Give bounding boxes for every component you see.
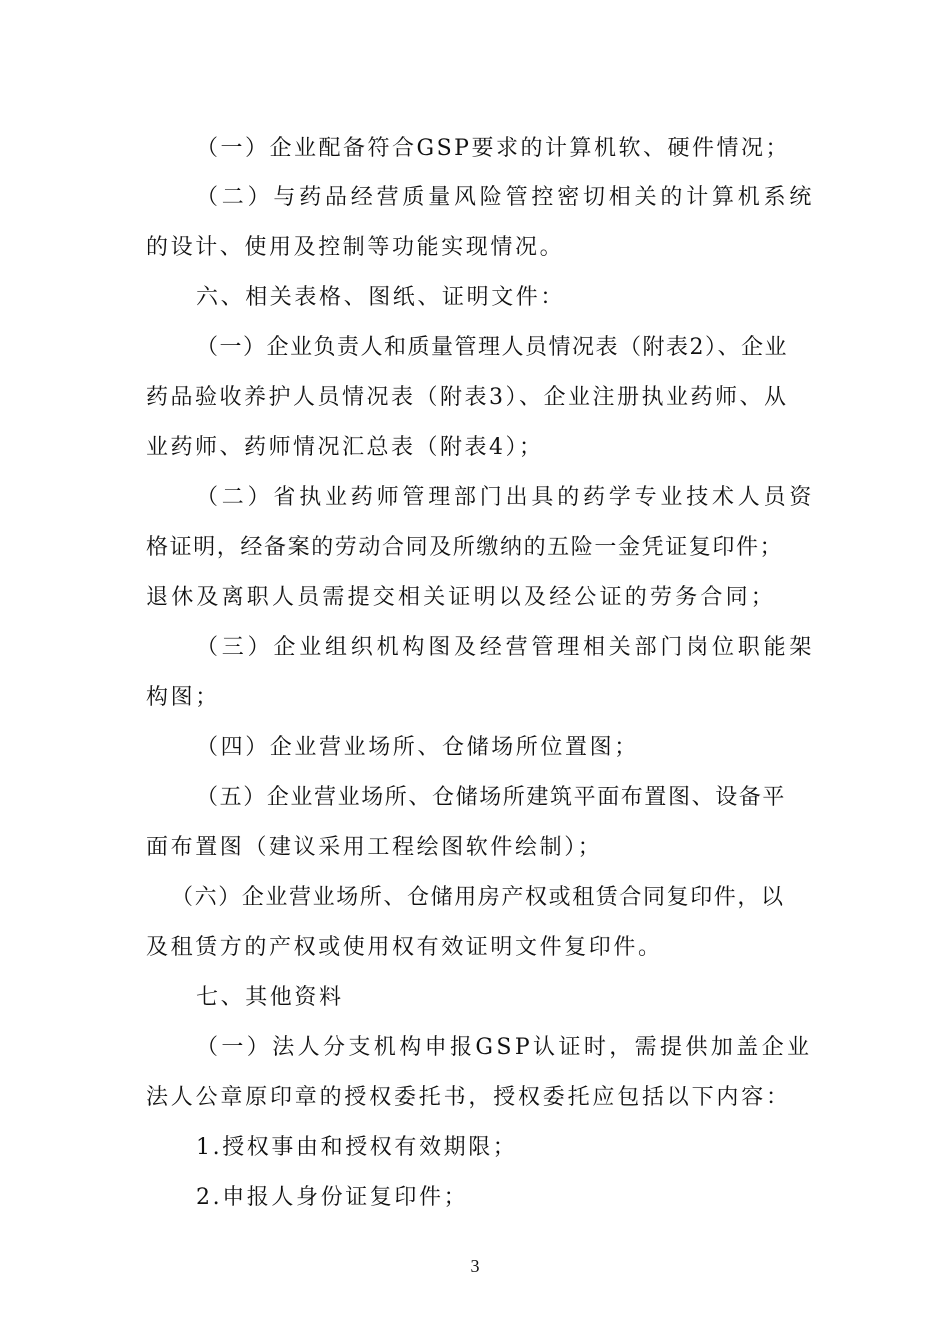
- text-line: 及租赁方的产权或使用权有效证明文件复印件。: [146, 935, 663, 960]
- text-line: （六）企业营业场所、仓储用房产权或租赁合同复印件，以: [171, 885, 785, 910]
- text-line: （二）省执业药师管理部门出具的药学专业技术人员资: [196, 485, 816, 510]
- text-line: 退休及离职人员需提交相关证明以及经公证的劳务合同；: [146, 585, 777, 610]
- text-line: （二）与药品经营质量风险管控密切相关的计算机系统: [196, 185, 816, 210]
- text-line: 构图；: [146, 685, 220, 710]
- text-line: （一）企业负责人和质量管理人员情况表（附表2）、企业: [196, 335, 788, 360]
- text-line: 业药师、药师情况汇总表（附表4）；: [146, 435, 544, 460]
- text-line: （一）法人分支机构申报GSP认证时，需提供加盖企业: [196, 1035, 813, 1060]
- text-line: 药品验收养护人员情况表（附表3）、企业注册执业药师、从: [146, 385, 789, 410]
- text-line: （四）企业营业场所、仓储场所位置图；: [196, 735, 639, 760]
- text-line: （三）企业组织机构图及经营管理相关部门岗位职能架: [196, 635, 816, 660]
- text-line: 格证明，经备案的劳动合同及所缴纳的五险一金凭证复印件；: [146, 535, 784, 560]
- text-line: 面布置图（建议采用工程绘图软件绘制）；: [146, 835, 603, 860]
- section-heading: 六、相关表格、图纸、证明文件：: [196, 285, 566, 310]
- text-line: 的设计、使用及控制等功能实现情况。: [146, 235, 565, 260]
- list-item: 1.授权事由和授权有效期限；: [196, 1135, 518, 1160]
- text-line: （一）企业配备符合GSP要求的计算机软、硬件情况；: [196, 136, 790, 161]
- text-line: 法人公章原印章的授权委托书，授权委托应包括以下内容：: [146, 1085, 791, 1110]
- list-item: 2.申报人身份证复印件；: [196, 1185, 469, 1210]
- text-line: （五）企业营业场所、仓储场所建筑平面布置图、设备平: [196, 785, 787, 810]
- page-number: 3: [470, 1256, 480, 1276]
- section-heading: 七、其他资料: [196, 985, 344, 1010]
